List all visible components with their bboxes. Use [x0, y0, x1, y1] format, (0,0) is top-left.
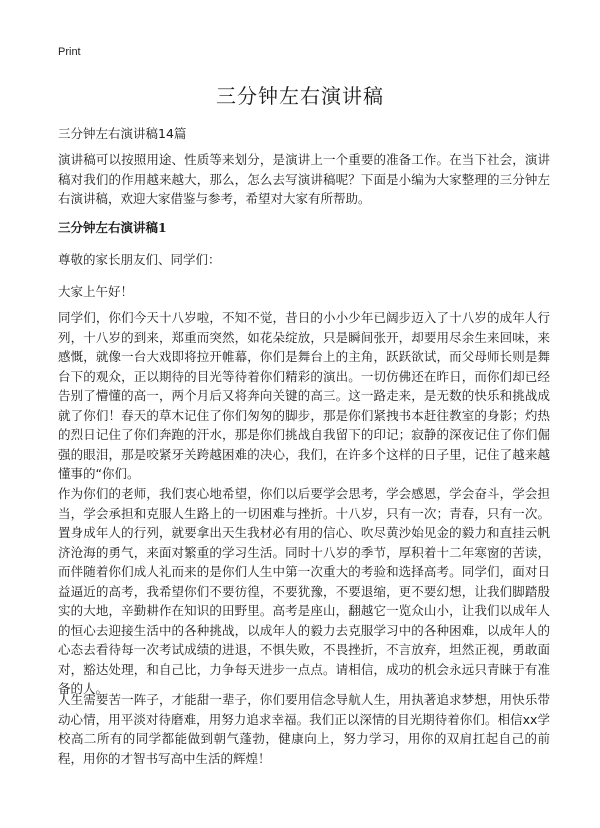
print-link[interactable]: Print	[58, 46, 81, 58]
greeting-line: 尊敬的家长朋友们、同学们：	[58, 252, 221, 267]
body-paragraph-2: 作为你们的老师，我们衷心地希望，你们以后要学会思考，学会感恩，学会奋斗，学会担当，学会承担和克服人生路上的一切困难与挫折。十八岁，只有一次；青春，只有一次。置身成年人的行列，就要拿出天生我材必有用的信心、吹尽黄沙始见金的毅力和直挂云帆济沧海的勇气，来面对繁重的学习生活。同时十八岁的季节，厚积着十二年寒窗的苦读，而伴随着你们成人礼而来的是你们人生中第一次重大的考验和选择高考。同学们，面对日益逼近的高考，我希望你们不要彷徨，不要犹豫，不要退缩，更不要幻想，让我们脚踏殷实的大地，辛勤耕作在知识的田野里。高考是座山，翻越它一览众山小，让我们以成年人的恒心去迎接生活中的各种挑战，以成年人的毅力去克服学习中的各种困难，以成年人的心态去看待每一次考试成绩的进退，不惧失败，不畏挫折，不言放弃，坦然正视，勇敢面对，豁达处理，和自己比，力争每天进步一点点。请相信，成功的机会永远只青睐于有准备的人。	[58, 486, 550, 696]
intro-paragraph: 演讲稿可以按照用途、性质等来划分，是演讲上一个重要的准备工作。在当下社会，演讲稿对我们的作用越来越大，那么，怎么去写演讲稿呢？下面是小编为大家整理的三分钟左右演讲稿，欢迎大家借鉴与参考，希望对大家有所帮助。	[58, 152, 550, 206]
body-paragraph-1: 同学们，你们今天十八岁啦，不知不觉，昔日的小小少年已阔步迈入了十八岁的成年人行列，十八岁的到来，郑重而突然，如花朵绽放，只是瞬间张开，却要用尽余生来回味，来感慨，就像一台大戏即将拉开帷幕，你们是舞台上的主角，跃跃欲试，而父母师长则是舞台下的观众，正以期待的目光等待着你们精彩的演出。一切仿佛还在昨日，而你们却已经告别了懵懂的高一，两个月后又将奔向关键的高三。这一路走来，是无数的快乐和挑战成就了你们！春天的草木记住了你们匆匆的脚步，那是你们紧拽书本赶往教室的身影；灼热的烈日记住了你们奔跑的汗水，那是你们挑战自我留下的印记；寂静的深夜记住了你们倔强的眼泪，那是咬紧牙关跨越困难的决心，我们，在许多个这样的日子里，记住了越来越懂事的“你们。	[58, 310, 550, 481]
page-title: 三分钟左右演讲稿	[216, 84, 384, 108]
body-paragraph-3: 人生需要苦一阵子，才能甜一辈子，你们要用信念导航人生，用执著追求梦想，用快乐带动心情，用平淡对待磨难，用努力追求幸福。我们正以深情的目光期待着你们。相信xx学校高二所有的同学都能做到朝气蓬勃，健康向上，努力学习，用你的双肩扛起自己的前程，用你的才智书写高中生活的辉煌！	[58, 692, 550, 766]
morning-greeting: 大家上午好！	[58, 284, 134, 299]
document-subtitle: 三分钟左右演讲稿14篇	[58, 126, 187, 141]
section-heading: 三分钟左右演讲稿1	[58, 220, 167, 235]
